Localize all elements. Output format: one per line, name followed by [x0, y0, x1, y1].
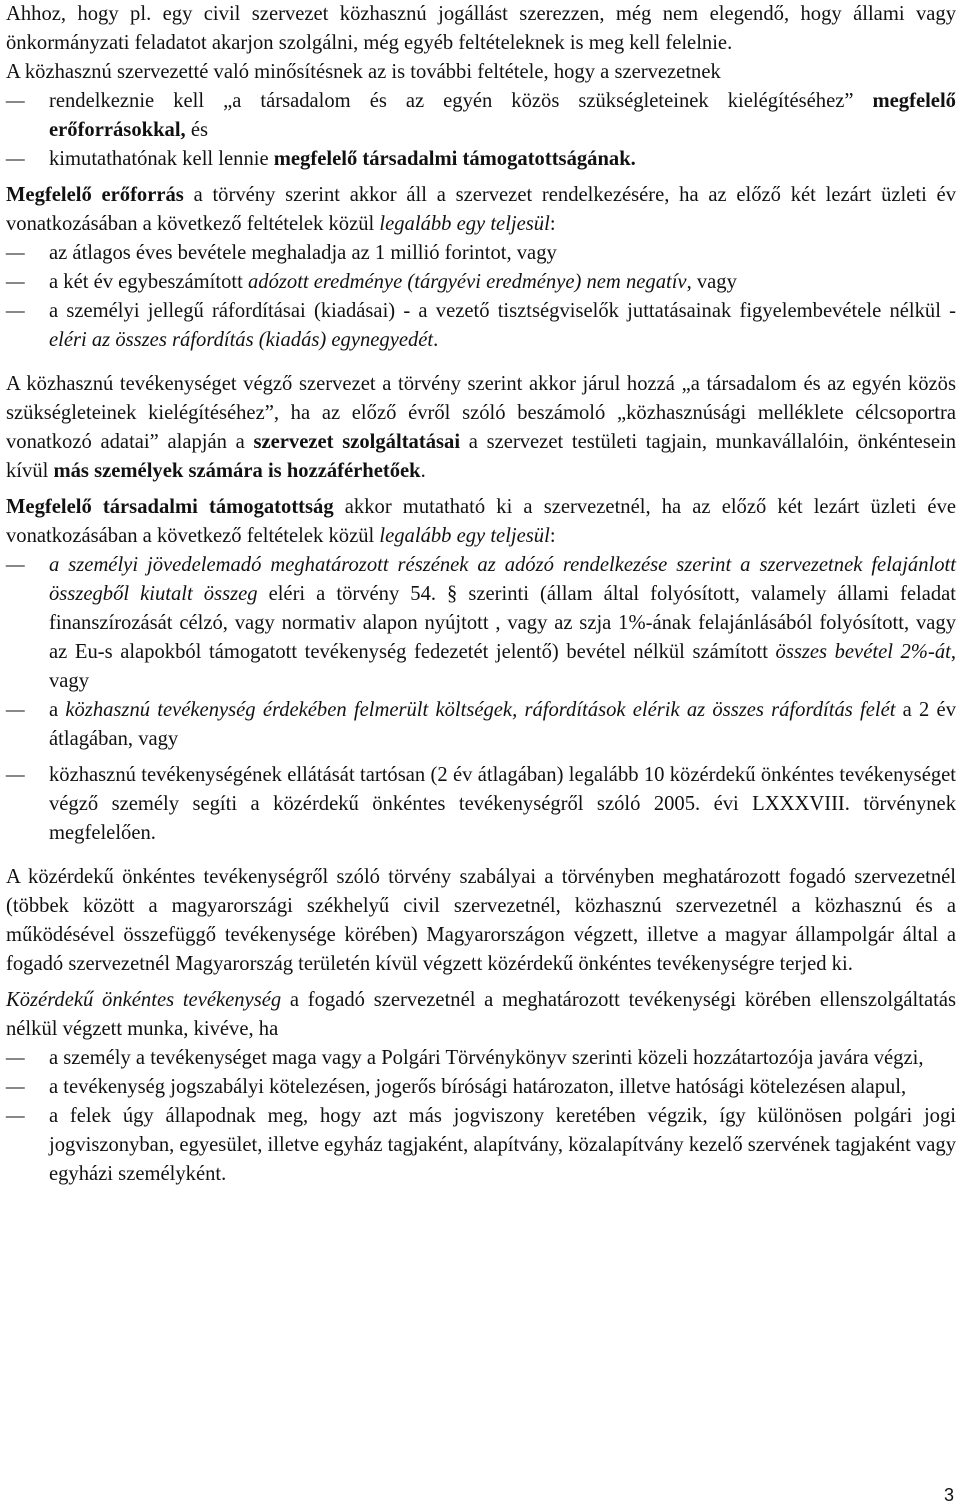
support-item-costs: – a közhasznú tevékenység érdekében felmerült költségek, ráfordítások elérik az összes ráfordítás felét a 2 év átlagában, vagy: [6, 696, 956, 754]
resources-item-personnel: – a személyi jellegű ráfordításai (kiadásai) - a vezető tisztségviselők juttatásainak figyelembevétele nélkül - eléri az összes ráfordítás (kiadás) egynegyedét.: [6, 297, 956, 355]
page-number: 3: [943, 1485, 954, 1505]
condition-resources: – rendelkeznie kell „a társadalom és az egyén közös szükségleteinek kielégítéséhez” megfelelő erőforrásokkal, és: [6, 87, 956, 145]
social-support-list: [6, 551, 956, 848]
condition-intro: A közhasznú szervezetté való minősítésnek az is további feltétele, hogy a szervezetnek: [6, 61, 721, 83]
support-item-volunteers: – közhasznú tevékenységének ellátását tartósan (2 év átlagában) legalább 10 közérdekű önkéntes tevékenységet végző személy segíti a közérdekű önkéntes tevékenységről szóló 2005. évi LXXXVIII. törvénynek megfelelően.: [6, 761, 956, 848]
volunteer-law-paragraph: A közérdekű önkéntes tevékenységről szóló törvény szabályai a törvényben meghatározott fogadó szervezetnél (többek között a magyarországi székhelyű civil szervezetnél, közhasznú szervezetnél a közhasznú és a működésével összefüggő tevékenysége körében) Magyarországon végzett, illetve a magyar állampolgár által a fogadó szervezetnél Magyarország területén kívül végzett közérdekű önkéntes tevékenységre terjed ki.: [6, 866, 956, 975]
condition-list: [6, 87, 956, 174]
document-page: [6, 0, 956, 1189]
volunteer-exceptions-list: [6, 1044, 956, 1189]
resources-paragraph: Megfelelő erőforrás a törvény szerint akkor áll a szervezet rendelkezésére, ha az előző két lezárt üzleti év vonatkozásában a következő feltételek közül legalább egy teljesül:: [6, 184, 956, 235]
resources-list: [6, 239, 956, 355]
public-benefit-paragraph: A közhasznú tevékenységet végző szervezet a törvény szerint akkor járul hozzá „a társadalom és az egyén közös szükségleteinek kielégítéséhez”, ha az előző évről szóló beszámoló „közhasznúsági melléklete célcsoportra vonatkozó adatai” alapján a szervezet szolgáltatásai a szervezet testületi tagjain, munkavállalóin, önkéntesein kívül más személyek számára is hozzáférhetőek.: [6, 373, 956, 482]
resources-item-revenue: – az átlagos éves bevétele meghaladja az 1 millió forintot, vagy: [6, 239, 956, 268]
exception-relative: – a személy a tevékenységet maga vagy a Polgári Törvénykönyv szerinti közeli hozzátartozója javára végzi,: [6, 1044, 956, 1073]
volunteer-definition-paragraph: Közérdekű önkéntes tevékenység a fogadó szervezetnél a meghatározott tevékenységi körében ellenszolgáltatás nélkül végzett munka, kivéve, ha: [6, 989, 956, 1040]
exception-other-relation: – a felek úgy állapodnak meg, hogy azt más jogviszony keretében végzik, így különösen polgári jogi jogviszonyban, egyesület, illetve egyház tagjaként, alapítvány, közalapítvány kezelő szervének tagjaként vagy egyházi személyként.: [6, 1102, 956, 1189]
exception-obligation: – a tevékenység jogszabályi kötelezésen, jogerős bírósági határozaton, illetve hatósági kötelezésen alapul,: [6, 1073, 956, 1102]
social-support-paragraph: Megfelelő társadalmi támogatottság akkor mutatható ki a szervezetnél, ha az előző két lezárt üzleti éve vonatkozásában a következő feltételek közül legalább egy teljesül:: [6, 496, 957, 547]
resources-item-result: – a két év egybeszámított adózott eredménye (tárgyévi eredménye) nem negatív, vagy: [6, 268, 956, 297]
condition-support: – kimutathatónak kell lennie megfelelő társadalmi támogatottságának.: [6, 145, 956, 174]
intro-paragraph: Ahhoz, hogy pl. egy civil szervezet közhasznú jogállást szerezzen, még nem elegendő, hogy állami vagy önkormányzati feladatot akarjon szolgálni, még egyéb feltételeknek is meg kell felelnie.: [6, 3, 956, 54]
support-item-szja: – a személyi jövedelemadó meghatározott részének az adózó rendelkezése szerint a szervezetnek felajánlott összegből kiutalt összeg eléri a törvény 54. § szerinti (állam által folyósított, valamely állami feladat finanszírozását célzó, vagy normativ alapon nyújtott , vagy az szja 1%-ának felajánlásából folyósított, vagy az Eu-s alapokból támogatott tevékenység fedezetét jelentő) bevétel nélkül számított összes bevétel 2%-át, vagy: [6, 551, 956, 696]
